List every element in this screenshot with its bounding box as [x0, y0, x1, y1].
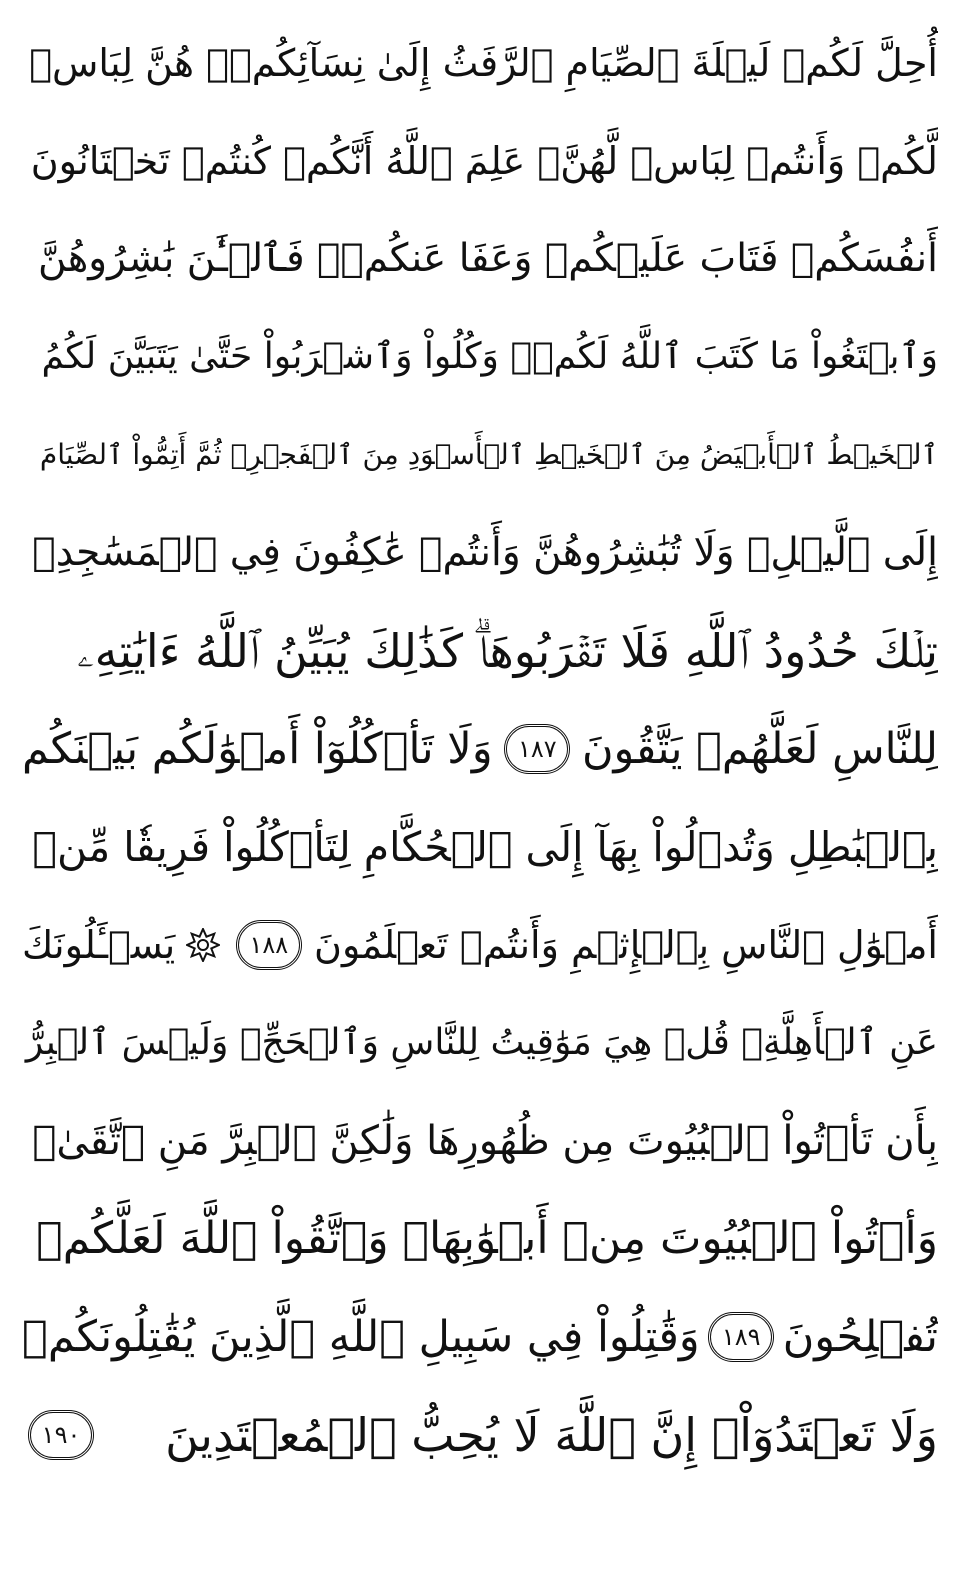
verse-text: بِأَن تَأۡتُواْ ٱلۡبُيُوتَ مِن ظُهُورِهَا وَلَٰكِنَّ ٱلۡبِرَّ مَنِ ٱتَّقَىٰۗ — [32, 1118, 938, 1164]
ayah-number-marker: ١٨٨ — [236, 920, 302, 970]
hizb-star-icon — [186, 928, 220, 962]
text-line — [22, 896, 938, 994]
verse-text: لِلنَّاسِ لَعَلَّهُمۡ يَتَّقُونَ — [581, 724, 938, 774]
text-line — [22, 14, 938, 112]
text-line — [22, 1386, 938, 1484]
verse-text: وَقَٰتِلُواْ فِي سَبِيلِ ٱللَّهِ ٱلَّذِينَ يُقَٰتِلُونَكُمۡ — [22, 1312, 700, 1362]
text-line — [22, 504, 938, 602]
verse-text: إِلَى ٱلَّيۡلِۚ وَلَا تُبَٰشِرُوهُنَّ وَأَنتُمۡ عَٰكِفُونَ فِي ٱلۡمَسَٰجِدِۗ — [32, 530, 938, 575]
text-line — [22, 700, 938, 798]
verse-text: بِٱلۡبَٰطِلِ وَتُدۡلُواْ بِهَآ إِلَى ٱلۡحُكَّامِ لِتَأۡكُلُواْ فَرِيقٗا مِّنۡ — [32, 823, 938, 871]
verse-text: وَٱبۡتَغُواْ مَا كَتَبَ ٱللَّهُ لَكُمۡۚ وَكُلُواْ وَٱشۡرَبُواْ حَتَّىٰ يَتَبَيَّنَ لَكُمُ — [41, 336, 938, 377]
text-line — [22, 602, 938, 700]
verse-text: عَنِ ٱلۡأَهِلَّةِۖ قُلۡ هِيَ مَوَٰقِيتُ لِلنَّاسِ وَٱلۡحَجِّۗ وَلَيۡسَ ٱلۡبِرُّ — [25, 1022, 938, 1063]
verse-text: وَأۡتُواْ ٱلۡبُيُوتَ مِنۡ أَبۡوَٰبِهَاۚ وَٱتَّقُواْ ٱللَّهَ لَعَلَّكُمۡ — [36, 1213, 938, 1264]
verse-text: تُفۡلِحُونَ — [782, 1312, 938, 1362]
verse-text: أُحِلَّ لَكُمۡ لَيۡلَةَ ٱلصِّيَامِ ٱلرَّفَثُ إِلَىٰ نِسَآئِكُمۡۚ هُنَّ لِبَاسٞ — [29, 41, 938, 85]
text-line — [22, 798, 938, 896]
text-line — [22, 1288, 938, 1386]
ayah-number-marker: ١٨٩ — [708, 1312, 774, 1362]
text-line — [22, 210, 938, 308]
text-line — [22, 994, 938, 1092]
verse-text: وَلَا تَعۡتَدُوٓاْۚ إِنَّ ٱللَّهَ لَا يُحِبُّ ٱلۡمُعۡتَدِينَ — [165, 1408, 938, 1462]
verse-text: أَمۡوَٰلِ ٱلنَّاسِ بِٱلۡإِثۡمِ وَأَنتُمۡ تَعۡلَمُونَ — [314, 923, 938, 967]
verse-text: وَلَا تَأۡكُلُوٓاْ أَمۡوَٰلَكُم بَيۡنَكُم — [22, 724, 493, 774]
verse-text: يَسۡـَٔلُونَكَ — [22, 923, 176, 967]
text-line — [22, 406, 938, 504]
verse-text: تِلۡكَ حُدُودُ ٱللَّهِ فَلَا تَقۡرَبُوهَاۗ كَذَٰلِكَ يُبَيِّنُ ٱللَّهُ ءَايَٰتِهِۦ — [77, 624, 938, 678]
text-line — [22, 1092, 938, 1190]
text-line — [22, 308, 938, 406]
ayah-number-marker: ١٩٠ — [28, 1410, 94, 1460]
ayah-number-marker: ١٨٧ — [504, 724, 570, 774]
verse-text: أَنفُسَكُمۡ فَتَابَ عَلَيۡكُمۡ وَعَفَا عَنكُمۡۖ فَٱلۡـَٰٔنَ بَٰشِرُوهُنَّ — [38, 236, 938, 281]
verse-text: ٱلۡخَيۡطُ ٱلۡأَبۡيَضُ مِنَ ٱلۡخَيۡطِ ٱلۡأَسۡوَدِ مِنَ ٱلۡفَجۡرِۖ ثُمَّ أَتِمُّواْ ٱلصِّيَامَ — [39, 438, 938, 471]
text-line — [22, 112, 938, 210]
verse-text: لَّكُمۡ وَأَنتُمۡ لِبَاسٞ لَّهُنَّۗ عَلِمَ ٱللَّهُ أَنَّكُمۡ كُنتُمۡ تَخۡتَانُونَ — [30, 139, 938, 183]
text-line — [22, 1190, 938, 1288]
